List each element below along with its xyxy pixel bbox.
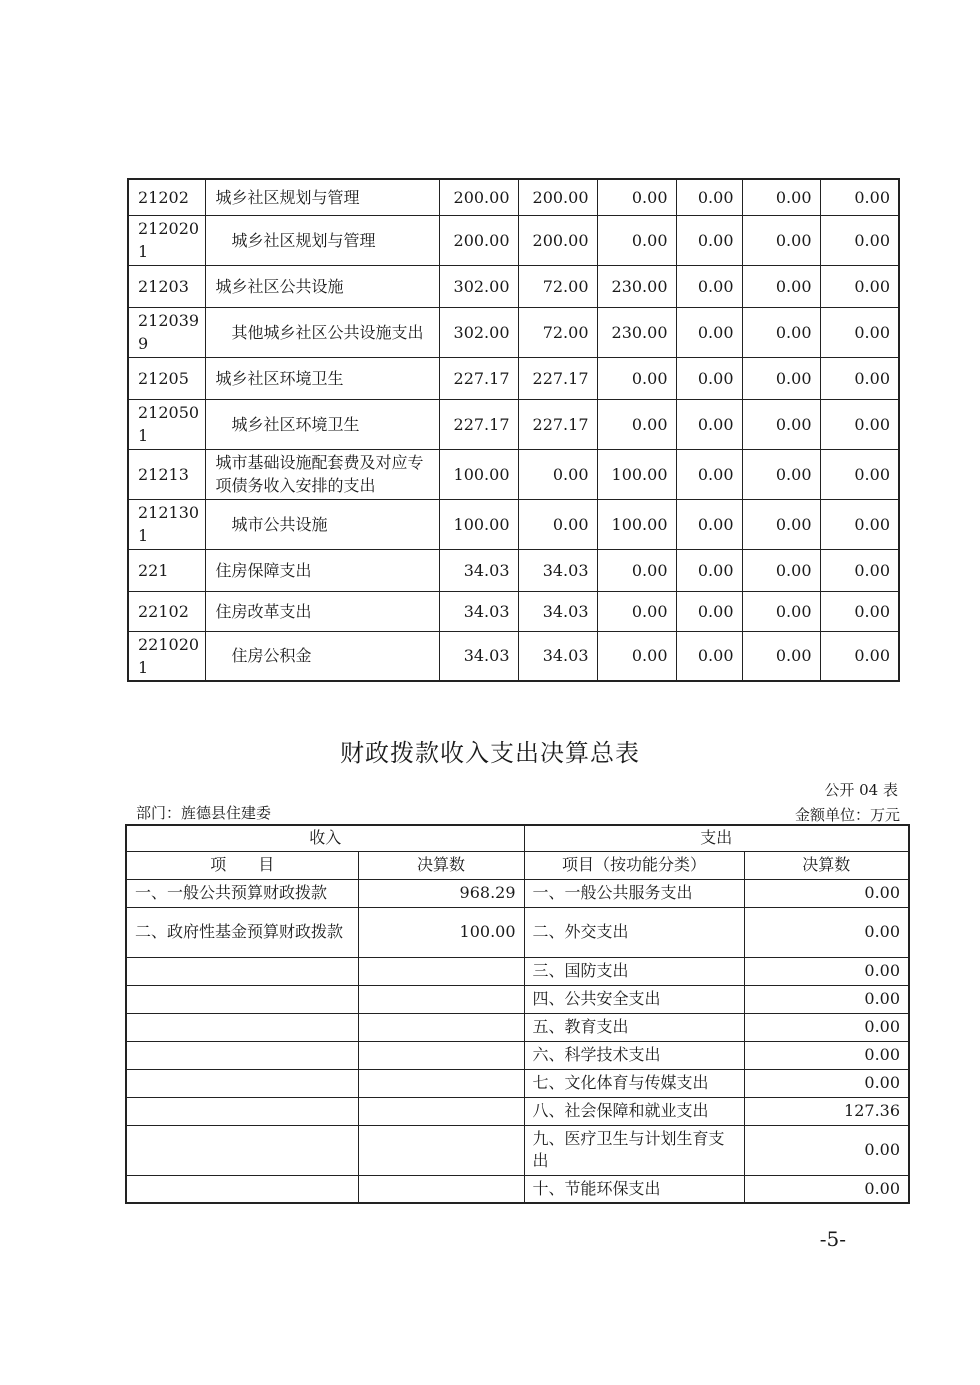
amount-cell: 0.00	[742, 449, 820, 499]
item-name: 城乡社区规划与管理	[205, 179, 439, 215]
function-code: 2120399	[128, 307, 205, 357]
expense-item: 三、国防支出	[524, 957, 744, 985]
income-item	[126, 1125, 358, 1175]
expense-amount: 0.00	[744, 1069, 909, 1097]
item-name: 城乡社区规划与管理	[205, 215, 439, 265]
income-amount	[358, 1125, 524, 1175]
function-code: 21213	[128, 449, 205, 499]
function-code: 2120201	[128, 215, 205, 265]
item-name: 住房保障支出	[205, 549, 439, 591]
amount-cell: 0.00	[676, 549, 742, 591]
expense-item: 五、教育支出	[524, 1013, 744, 1041]
amount-cell: 302.00	[439, 265, 518, 307]
expense-item: 十、节能环保支出	[524, 1175, 744, 1203]
amount-cell: 0.00	[676, 307, 742, 357]
item-name: 城乡社区公共设施	[205, 265, 439, 307]
page-number: -5-	[819, 1227, 846, 1251]
amount-cell: 227.17	[439, 357, 518, 399]
expense-amount: 0.00	[744, 1125, 909, 1175]
income-amount: 100.00	[358, 907, 524, 957]
header-row-columns	[126, 851, 909, 879]
table-row	[126, 907, 909, 957]
amount-cell: 0.00	[742, 307, 820, 357]
income-item	[126, 985, 358, 1013]
income-amount	[358, 1069, 524, 1097]
amount-cell: 0.00	[518, 449, 597, 499]
expense-amount: 127.36	[744, 1097, 909, 1125]
amount-cell: 34.03	[518, 631, 597, 681]
amount-cell: 0.00	[742, 549, 820, 591]
amount-cell: 34.03	[439, 549, 518, 591]
expense-header: 支出	[524, 825, 909, 851]
amount-cell: 0.00	[597, 357, 676, 399]
amount-cell: 0.00	[742, 357, 820, 399]
table-row	[126, 1041, 909, 1069]
income-amount: 968.29	[358, 879, 524, 907]
income-item	[126, 1041, 358, 1069]
table-row	[128, 215, 899, 265]
expenditure-detail-table	[127, 178, 900, 682]
amount-cell: 200.00	[439, 215, 518, 265]
table-row	[128, 179, 899, 215]
function-code: 22102	[128, 591, 205, 631]
function-code: 21202	[128, 179, 205, 215]
table-row	[128, 357, 899, 399]
amount-cell: 0.00	[820, 549, 899, 591]
amount-cell: 34.03	[518, 591, 597, 631]
table-row	[128, 499, 899, 549]
table-row	[128, 449, 899, 499]
table-row	[128, 399, 899, 449]
amount-cell: 302.00	[439, 307, 518, 357]
amount-cell: 227.17	[518, 399, 597, 449]
expense-amount: 0.00	[744, 907, 909, 957]
expense-item: 七、文化体育与传媒支出	[524, 1069, 744, 1097]
amount-cell: 72.00	[518, 265, 597, 307]
amount-cell: 34.03	[518, 549, 597, 591]
amount-cell: 0.00	[518, 499, 597, 549]
income-item	[126, 1069, 358, 1097]
table-row	[128, 265, 899, 307]
income-item	[126, 1097, 358, 1125]
item-name: 其他城乡社区公共设施支出	[205, 307, 439, 357]
amount-cell: 0.00	[597, 215, 676, 265]
amount-cell: 0.00	[820, 449, 899, 499]
item-name: 住房改革支出	[205, 591, 439, 631]
amount-cell: 0.00	[597, 549, 676, 591]
amount-cell: 0.00	[676, 631, 742, 681]
table-row	[126, 1097, 909, 1125]
income-amount	[358, 1097, 524, 1125]
amount-cell: 0.00	[820, 179, 899, 215]
amount-cell: 100.00	[439, 499, 518, 549]
amount-cell: 230.00	[597, 307, 676, 357]
amount-cell: 0.00	[597, 591, 676, 631]
amount-cell: 0.00	[820, 631, 899, 681]
amount-cell: 0.00	[820, 399, 899, 449]
function-code: 2121301	[128, 499, 205, 549]
function-code: 2210201	[128, 631, 205, 681]
amount-cell: 200.00	[518, 215, 597, 265]
amount-cell: 0.00	[820, 591, 899, 631]
expense-amount: 0.00	[744, 879, 909, 907]
amount-cell: 100.00	[439, 449, 518, 499]
table-row	[128, 591, 899, 631]
amount-cell: 0.00	[742, 265, 820, 307]
amount-cell: 0.00	[742, 591, 820, 631]
expense-amount: 0.00	[744, 1175, 909, 1203]
expense-amount: 0.00	[744, 1013, 909, 1041]
table-row	[128, 549, 899, 591]
table-row	[126, 957, 909, 985]
amount2-header: 决算数	[744, 851, 909, 879]
amount-cell: 0.00	[676, 499, 742, 549]
amount-cell: 230.00	[597, 265, 676, 307]
amount-cell: 0.00	[820, 265, 899, 307]
expense-item: 八、社会保障和就业支出	[524, 1097, 744, 1125]
expense-item: 二、外交支出	[524, 907, 744, 957]
expense-item: 六、科学技术支出	[524, 1041, 744, 1069]
expense-item: 一、一般公共服务支出	[524, 879, 744, 907]
fiscal-summary-table	[125, 824, 910, 1204]
amount-cell: 0.00	[676, 591, 742, 631]
amount-cell: 0.00	[820, 215, 899, 265]
expense-item: 四、公共安全支出	[524, 985, 744, 1013]
item-name: 住房公积金	[205, 631, 439, 681]
table-row	[126, 879, 909, 907]
department-label: 部门：旌德县住建委	[136, 804, 272, 822]
amount-cell: 227.17	[518, 357, 597, 399]
unit-label: 金额单位：万元	[794, 806, 900, 824]
amount-cell: 0.00	[676, 399, 742, 449]
income-amount	[358, 1013, 524, 1041]
function-code: 21203	[128, 265, 205, 307]
expense-amount: 0.00	[744, 1041, 909, 1069]
amount-cell: 0.00	[742, 179, 820, 215]
expense-item: 九、医疗卫生与计划生育支出	[524, 1125, 744, 1175]
income-item: 一、一般公共预算财政拨款	[126, 879, 358, 907]
amount-cell: 100.00	[597, 499, 676, 549]
amount-cell: 0.00	[820, 357, 899, 399]
expense-amount: 0.00	[744, 957, 909, 985]
expense-amount: 0.00	[744, 985, 909, 1013]
amount-cell: 0.00	[597, 399, 676, 449]
amount-cell: 34.03	[439, 591, 518, 631]
item-name: 城市公共设施	[205, 499, 439, 549]
table-row	[126, 1069, 909, 1097]
item-name: 城乡社区环境卫生	[205, 357, 439, 399]
function-code: 2120501	[128, 399, 205, 449]
amount-cell: 72.00	[518, 307, 597, 357]
income-amount	[358, 1041, 524, 1069]
income-amount	[358, 985, 524, 1013]
function-code: 21205	[128, 357, 205, 399]
income-item	[126, 957, 358, 985]
income-amount	[358, 957, 524, 985]
summary-title: 财政拨款收入支出决算总表	[340, 739, 640, 767]
amount-cell: 0.00	[742, 215, 820, 265]
amount-cell: 0.00	[742, 399, 820, 449]
amount-cell: 0.00	[742, 631, 820, 681]
item-name: 城市基础设施配套费及对应专项债务收入安排的支出	[205, 449, 439, 499]
amount-cell: 0.00	[676, 357, 742, 399]
amount-cell: 0.00	[676, 449, 742, 499]
amount-cell: 200.00	[439, 179, 518, 215]
item-name: 城乡社区环境卫生	[205, 399, 439, 449]
amount-cell: 0.00	[820, 307, 899, 357]
amount-cell: 0.00	[597, 179, 676, 215]
amount-cell: 34.03	[439, 631, 518, 681]
amount-cell: 0.00	[597, 631, 676, 681]
income-header: 收入	[126, 825, 524, 851]
item-header: 项 目	[126, 851, 358, 879]
amount-cell: 0.00	[820, 499, 899, 549]
income-amount	[358, 1175, 524, 1203]
table-row	[126, 1125, 909, 1175]
amount-cell: 0.00	[676, 215, 742, 265]
amount-cell: 0.00	[676, 265, 742, 307]
table-row	[126, 985, 909, 1013]
amount-cell: 200.00	[518, 179, 597, 215]
form-number: 公开 04 表	[824, 781, 898, 799]
income-item	[126, 1013, 358, 1041]
table-row	[126, 1175, 909, 1203]
header-row-group	[126, 825, 909, 851]
amount-cell: 227.17	[439, 399, 518, 449]
function-code: 221	[128, 549, 205, 591]
amount-header: 决算数	[358, 851, 524, 879]
income-item: 二、政府性基金预算财政拨款	[126, 907, 358, 957]
table-row	[128, 631, 899, 681]
amount-cell: 100.00	[597, 449, 676, 499]
amount-cell: 0.00	[676, 179, 742, 215]
table-row	[126, 1013, 909, 1041]
table-row	[128, 307, 899, 357]
item-func-header: 项目（按功能分类）	[524, 851, 744, 879]
amount-cell: 0.00	[742, 499, 820, 549]
income-item	[126, 1175, 358, 1203]
